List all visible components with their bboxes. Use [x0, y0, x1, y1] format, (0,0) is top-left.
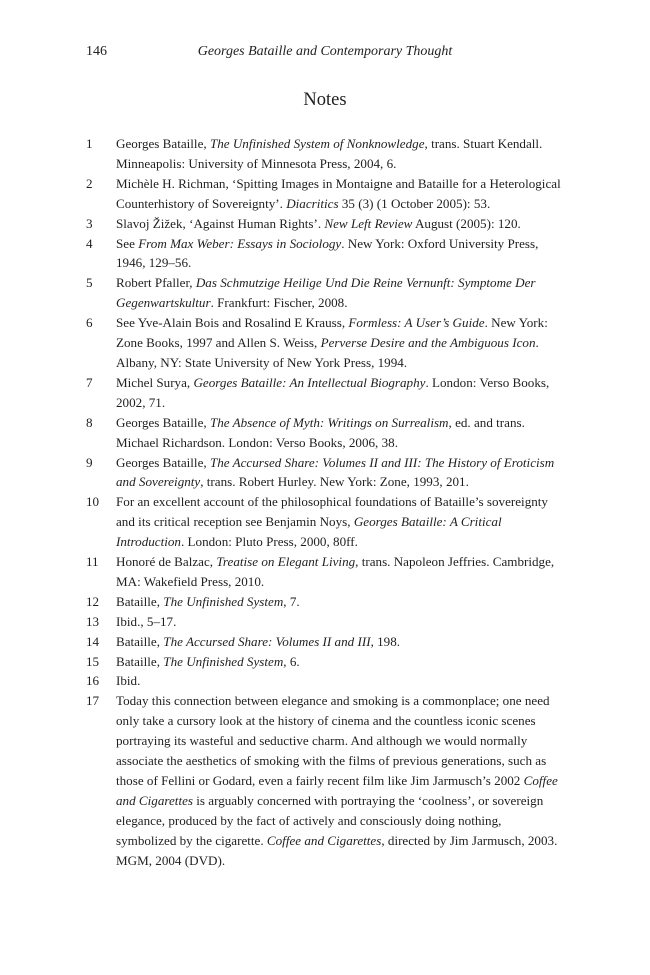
- note-text-segment: Michel Surya,: [116, 374, 194, 390]
- note-number: 16: [86, 673, 100, 689]
- note-item: [86, 592, 564, 612]
- note-text-segment: See Yve-Alain Bois and Rosalind E Krauss,: [116, 315, 349, 331]
- note-title-italic: Treatise on Elegant Living: [216, 554, 356, 570]
- note-text-segment: , 6.: [283, 653, 300, 669]
- note-title-italic: Georges Bataille: An Intellectual Biography: [193, 374, 426, 390]
- note-number: 6: [86, 315, 93, 331]
- note-text: [116, 373, 564, 413]
- note-number: 17: [86, 693, 100, 709]
- note-text-segment: Today this connection between elegance and smoking is a commonplace; one need only take a cursory look at the history of cinema and the countless iconic scenes portraying its wasteful and seductive charm. And although we would normally associate the aesthetics of smoking with the films of previous generations, such as those of Fellini or Godard, even a fairly recent film like Jim Jarmusch’s 2002: [116, 693, 550, 788]
- note-title-italic: The Unfinished System: [163, 593, 284, 609]
- note-text: [116, 313, 564, 373]
- note-text-segment: Slavoj Žižek, ‘Against Human Rights’.: [116, 215, 325, 231]
- note-text-segment: , 7.: [283, 593, 300, 609]
- note-item: [86, 612, 564, 632]
- note-item: [86, 174, 564, 214]
- note-text: [116, 612, 564, 632]
- note-item: [86, 691, 564, 870]
- note-text-segment: is arguably concerned with portraying the ‘coolness’, or sovereign elegance, produced by the fact of actively and consciously doing nothing, symbolized by the cigarette.: [116, 792, 544, 848]
- note-number: 12: [86, 593, 100, 609]
- note-text-segment: , directed by Jim Jarmusch, 2003. MGM, 2004 (DVD).: [116, 832, 558, 868]
- note-text: [116, 413, 564, 453]
- note-item: [86, 373, 564, 413]
- note-text-segment: Georges Bataille,: [116, 414, 210, 430]
- note-text: [116, 671, 564, 691]
- note-text-segment: , trans. Stuart Kendall. Minneapolis: University of Minnesota Press, 2004, 6.: [116, 136, 543, 171]
- note-item: [86, 214, 564, 234]
- note-text-segment: Ibid.: [116, 673, 141, 689]
- note-text: [116, 492, 564, 552]
- note-item: [86, 313, 564, 373]
- note-text-segment: . New York: Zone Books, 1997 and Allen S. Weiss,: [116, 315, 548, 351]
- note-number: 14: [86, 633, 100, 649]
- note-text: [116, 234, 564, 274]
- note-item: [86, 234, 564, 274]
- note-text-segment: . Frankfurt: Fischer, 2008.: [210, 295, 348, 311]
- note-title-italic: Coffee and Cigarettes: [266, 832, 382, 848]
- note-item: [86, 453, 564, 493]
- note-item: [86, 552, 564, 592]
- note-text-segment: . New York: Oxford University Press, 1946, 129–56.: [116, 235, 539, 271]
- note-text: [116, 592, 564, 612]
- note-text-segment: Honoré de Balzac,: [116, 554, 217, 570]
- note-text-segment: Michèle H. Richman, ‘Spitting Images in Montaigne and Bataille for a Heterological Counterhistory of Sovereignty’.: [116, 175, 561, 211]
- note-text-segment: Georges Bataille,: [116, 136, 210, 151]
- note-text-segment: See: [116, 235, 139, 251]
- note-number: 1: [86, 136, 93, 151]
- note-text-segment: Bataille,: [116, 593, 164, 609]
- note-number: 13: [86, 613, 100, 629]
- note-item: [86, 413, 564, 453]
- note-text: [116, 174, 564, 214]
- note-title-italic: The Accursed Share: Volumes II and III: The History of Eroticism and Sovereignty: [116, 454, 555, 490]
- note-title-italic: New Left Review: [324, 215, 413, 231]
- running-head: Georges Bataille and Contemporary Thought: [197, 44, 453, 59]
- note-text-segment: Georges Bataille,: [116, 454, 210, 470]
- note-text-segment: Bataille,: [116, 633, 164, 649]
- note-text: [116, 552, 564, 592]
- note-item: [86, 671, 564, 691]
- note-item: [86, 134, 564, 174]
- note-text-segment: Ibid., 5–17.: [116, 613, 177, 629]
- notes-list: [86, 134, 564, 871]
- note-item: [86, 632, 564, 652]
- note-text-segment: , 198.: [370, 633, 401, 649]
- note-title-italic: Georges Bataille: A Critical Introduction: [116, 514, 502, 550]
- note-text-segment: , trans. Napoleon Jeffries. Cambridge, MA: Wakefield Press, 2010.: [116, 554, 555, 589]
- note-title-italic: From Max Weber: Essays in Sociology: [138, 235, 342, 251]
- page-header: [86, 44, 564, 64]
- note-title-italic: Diacritics: [286, 195, 339, 211]
- note-text-segment: . Albany, NY: State University of New York Press, 1994.: [116, 335, 539, 370]
- note-text-segment: Robert Pfaller,: [116, 275, 196, 291]
- note-number: 8: [86, 414, 93, 430]
- note-title-italic: The Accursed Share: Volumes II and III: [163, 633, 371, 649]
- note-number: 3: [86, 215, 93, 231]
- note-text-segment: Bataille,: [116, 653, 164, 669]
- note-text-segment: 35 (3) (1 October 2005): 53.: [338, 195, 491, 211]
- note-number: 11: [86, 554, 99, 570]
- note-text: [116, 652, 564, 672]
- note-text-segment: . London: Verso Books, 2002, 71.: [116, 374, 550, 410]
- note-title-italic: The Unfinished System of Nonknowledge: [209, 136, 425, 151]
- note-text: [116, 632, 564, 652]
- note-text-segment: August (2005): 120.: [412, 215, 521, 231]
- note-title-italic: Coffee and Cigarettes: [116, 773, 558, 808]
- note-number: 2: [86, 175, 93, 191]
- note-number: 4: [86, 235, 93, 251]
- note-number: 7: [86, 374, 93, 390]
- note-text: [116, 214, 564, 234]
- note-item: [86, 273, 564, 313]
- section-title: Notes: [303, 90, 347, 110]
- note-text-segment: , trans. Robert Hurley. New York: Zone, 1993, 201.: [200, 474, 469, 490]
- note-title-italic: The Unfinished System: [163, 653, 284, 669]
- page-number: 146: [86, 44, 107, 59]
- note-item: [86, 652, 564, 672]
- note-text: [116, 273, 564, 313]
- note-item: [86, 492, 564, 552]
- note-text-segment: , ed. and trans. Michael Richardson. London: Verso Books, 2006, 38.: [116, 414, 525, 450]
- note-title-italic: Das Schmutzige Heilige Und Die Reine Vernunft: Symptome Der Gegenwartskultur: [116, 275, 536, 311]
- note-number: 9: [86, 454, 93, 470]
- note-text-segment: . London: Pluto Press, 2000, 80ff.: [180, 534, 358, 550]
- note-text: [116, 691, 564, 870]
- note-text-segment: For an excellent account of the philosophical foundations of Bataille’s sovereignty and its critical reception see Benjamin Noys,: [116, 494, 548, 530]
- note-text: [116, 134, 564, 174]
- note-title-italic: The Absence of Myth: Writings on Surrealism: [209, 414, 449, 430]
- note-title-italic: Perverse Desire and the Ambiguous Icon: [320, 335, 536, 351]
- note-number: 15: [86, 653, 100, 669]
- note-text: [116, 453, 564, 493]
- note-title-italic: Formless: A User’s Guide: [348, 315, 485, 331]
- note-number: 10: [86, 494, 100, 510]
- note-number: 5: [86, 275, 93, 291]
